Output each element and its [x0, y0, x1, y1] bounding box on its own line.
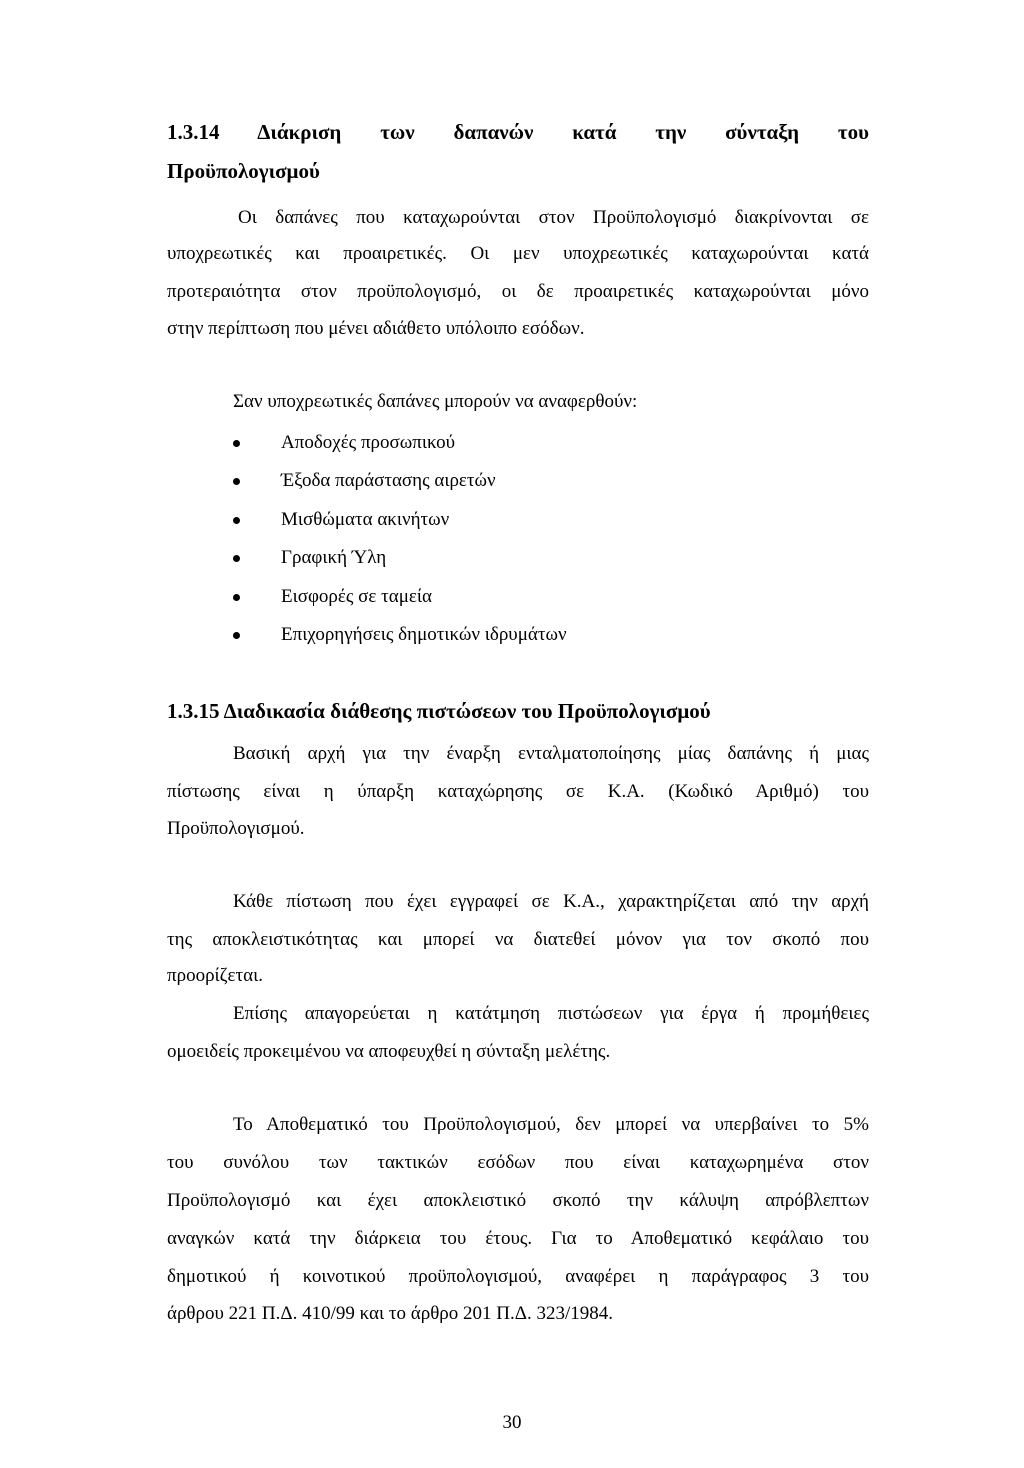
paragraph-line: του συνόλου των τακτικών εσόδων που είναι καταχωρημένα στον: [167, 1152, 869, 1173]
bullet-icon: [233, 517, 240, 524]
list-item-label: Αποδοχές προσωπικού: [281, 432, 456, 453]
list-item-label: Μισθώματα ακινήτων: [281, 509, 450, 530]
paragraph-line: προορίζεται.: [167, 965, 263, 986]
paragraph-line: Επίσης απαγορεύεται η κατάτμηση πιστώσεων για έργα ή προμήθειες: [233, 1003, 869, 1024]
list-item-label: Εισφορές σε ταμεία: [281, 586, 432, 607]
section-heading-1-3-14-line-2: Προϋπολογισμού: [167, 159, 320, 183]
section-heading-1-3-14-line-1: 1.3.14 Διάκριση των δαπανών κατά την σύνταξη του: [167, 120, 869, 144]
bullet-icon: [233, 478, 240, 485]
paragraph-line: αναγκών κατά την διάρκεια του έτους. Για το Αποθεματικό κεφάλαιο του: [167, 1228, 869, 1249]
list-item-label: Γραφική Ύλη: [281, 547, 387, 568]
paragraph-line: Το Αποθεματικό του Προϋπολογισμού, δεν μπορεί να υπερβαίνει το 5%: [233, 1114, 869, 1135]
bullet-icon: [233, 632, 240, 639]
bullet-icon: [233, 440, 240, 447]
paragraph-line: προτεραιότητα στον προϋπολογισμό, οι δε προαιρετικές καταχωρούνται μόνο: [167, 281, 869, 302]
section-heading-1-3-15: 1.3.15 Διαδικασία διάθεσης πιστώσεων του Προϋπολογισμού: [167, 699, 711, 723]
bullet-icon: [233, 555, 240, 562]
paragraph-line: Οι δαπάνες που καταχωρούνται στον Προϋπολογισμό διακρίνονται σε: [238, 207, 869, 228]
page-number: 30: [502, 1412, 522, 1433]
paragraph-line: Προϋπολογισμό και έχει αποκλειστικό σκοπό την κάλυψη απρόβλεπτων: [167, 1190, 869, 1211]
paragraph-line: της αποκλειστικότητας και μπορεί να διατεθεί μόνον για τον σκοπό που: [167, 929, 869, 950]
paragraph-line: Προϋπολογισμού.: [167, 818, 305, 839]
paragraph-line: Κάθε πίστωση που έχει εγγραφεί σε Κ.Α., χαρακτηρίζεται από την αρχή: [233, 891, 869, 912]
paragraph-line: Βασική αρχή για την έναρξη ενταλματοποίησης μίας δαπάνης ή μιας: [233, 743, 869, 764]
list-intro: Σαν υποχρεωτικές δαπάνες μπορούν να αναφερθούν:: [233, 391, 638, 412]
list-item-label: Επιχορηγήσεις δημοτικών ιδρυμάτων: [281, 624, 567, 645]
paragraph-line: ομοειδείς προκειμένου να αποφευχθεί η σύνταξη μελέτης.: [167, 1041, 611, 1062]
list-item-label: Έξοδα παράστασης αιρετών: [281, 470, 496, 491]
paragraph-line: στην περίπτωση που μένει αδιάθετο υπόλοιπο εσόδων.: [167, 318, 585, 339]
paragraph-line: δημοτικού ή κοινοτικού προϋπολογισμού, αναφέρει η παράγραφος 3 του: [167, 1266, 869, 1287]
paragraph-line: άρθρου 221 Π.Δ. 410/99 και το άρθρο 201 Π.Δ. 323/1984.: [167, 1303, 613, 1324]
paragraph-line: πίστωσης είναι η ύπαρξη καταχώρησης σε Κ.Α. (Κωδικό Αριθμό) του: [167, 781, 869, 802]
paragraph-line: υποχρεωτικές και προαιρετικές. Οι μεν υποχρεωτικές καταχωρούνται κατά: [167, 243, 869, 264]
bullet-icon: [233, 594, 240, 601]
